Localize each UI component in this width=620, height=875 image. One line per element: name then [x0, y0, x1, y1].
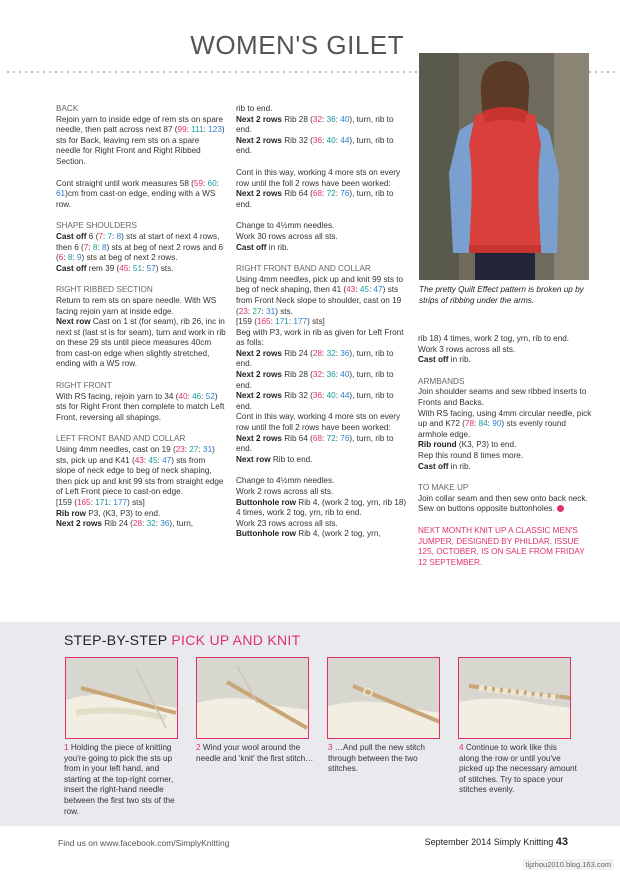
bold-term: Next 2 rows [236, 189, 282, 199]
step-3-photo [327, 657, 440, 739]
shape-shoulders-text-2: Cast off rem 39 (45: 51: 57) sts. [56, 263, 174, 273]
back-text-2: Cont straight until work measures 58 (59: 60: 61)cm from cast-on edge, ending with a WS row. [56, 178, 219, 209]
size-value: 31 [203, 445, 213, 455]
size-value: 46 [192, 391, 202, 401]
size-value: 43 [134, 455, 144, 465]
size-value: 23 [238, 306, 248, 316]
step-2-text [196, 743, 314, 764]
size-value: 36 [326, 370, 336, 380]
step-title-main: STEP-BY-STEP [64, 632, 168, 648]
size-value: 68 [312, 189, 323, 199]
size-value: 90 [492, 419, 502, 429]
size-value: 44 [340, 135, 350, 145]
size-value: 8 [116, 231, 122, 241]
step-by-step-title [64, 632, 300, 648]
size-value: 8 [102, 242, 107, 252]
step-1-body: Holding the piece of knitting you're going to pick the sts up from in your left hand, and starting at the top-right corner, insert the right-hand needle between the first two sts of the row. [64, 743, 175, 816]
size-value: 45 [119, 263, 129, 273]
size-value: 45 [148, 455, 158, 465]
size-value: 7 [98, 231, 103, 241]
collar-text-2: Cont in this way, working 4 more sts on every row until the foll 2 rows have been worked: Next 2 rows Rib 64 (68: 72: 76), turn, rib to end. [236, 167, 401, 209]
size-value: 171 [95, 498, 109, 507]
to-make-up-text [418, 494, 592, 515]
to-make-up-body: Join collar seam and then sew onto back neck. Sew on buttons opposite buttonholes. [418, 493, 588, 514]
bold-term: Cast off [418, 461, 449, 471]
size-value: 40 [326, 135, 336, 145]
right-ribbed-text: Return to rem sts on spare needle. With WS facing rejoin yarn at inside edge. Next row Cast on 1 st (for seam), rib 26, inc in next st (last st is for seam), turn and work in rib on these 29 sts until piece measures 40cm from cast-on edge when slightly stretched, ending with a WS row. [56, 295, 226, 369]
bold-term: Next 2 rows [236, 433, 282, 443]
right-front-heading: RIGHT FRONT [56, 381, 112, 391]
footer-issue-text: September 2014 Simply Knitting [424, 837, 554, 847]
size-value: 32 [312, 370, 323, 380]
step-3-text [328, 743, 446, 775]
step-3-body: …And pull the new stitch through between the two stitches. [328, 743, 425, 774]
end-bullet-icon [557, 505, 564, 512]
armbands-text: Join shoulder seams and sew ribbed inserts to Fronts and Backs. With RS facing, using 4mm circular needle, pick up and K72 (78: 84: 90) sts evenly round armhole edge. Rib round (K3, P3) to end. Rep this round 8 times more. Cast off in rib. [418, 387, 592, 471]
size-value: 84 [478, 419, 488, 429]
size-value: 44 [340, 391, 350, 401]
collar-text-3: Change to 4½mm needles. Work 30 rows across all sts. Cast off in rib. [236, 221, 338, 252]
finish-text: rib 18) 4 times, work 2 tog, yrn, rib to end. Work 3 rows across all sts. Cast off in rib. [418, 334, 570, 365]
bold-term: Next 2 rows [236, 135, 282, 145]
bold-term: Next row [56, 317, 91, 327]
size-value: 45 [359, 285, 369, 295]
column-3 [418, 334, 592, 568]
size-value: 36 [160, 519, 170, 529]
bold-term: Next 2 rows [236, 348, 282, 358]
right-ribbed-heading: RIGHT RIBBED SECTION [56, 285, 153, 295]
left-front-band-text: Using 4mm needles, cast on 19 (23: 27: 31) sts, pick up and K41 (43: 45: 47) sts from slope of neck edge to beg of neck shaping, then pick up and knit 99 sts from straight edge of Left Front piece to cast-on edge. [159 (165: 171: 177) sts] Rib row P3, (K3, P3) to end. Next 2 rows Rib 24 (28: 32: 36), turn, [56, 445, 224, 529]
step-2-body: Wind your wool around the needle and 'knit' the first stitch… [196, 743, 314, 763]
size-value: 8 [92, 242, 98, 252]
shape-shoulders-text: Cast off 6 (7: 7: 8) sts at start of next 4 rows, then 6 (7: 8: 8) sts at beg of next 2 rows and 6 (6: 8: 9) sts at beg of next 2 rows. [56, 231, 224, 263]
collar-text-1: rib to end. Next 2 rows Rib 28 (32: 36: 40), turn, rib to end. Next 2 rows Rib 32 (36: 40: 44), turn, rib to end. [236, 104, 394, 156]
gilet-illustration [419, 53, 589, 280]
size-value: 28 [312, 348, 323, 358]
bold-term: Cast off [236, 242, 267, 252]
size-value: 7 [83, 242, 89, 252]
size-value: 36 [312, 135, 323, 145]
size-value: 111 [191, 125, 204, 135]
right-front-band-text: Using 4mm needles, pick up and knit 99 sts to beg of neck shaping, then 41 (43: 45: 47) sts from Front Neck slope to shoulder, cast on 19 (23: 27: 31) sts. [159 (165: 171: 177) sts] Beg with P3, work in rib as given for Left Front as folls: Next 2 rows Rib 24 (28: 32: 36), turn, rib to end. Next 2 rows Rib 28 (32: 36: 40), turn, rib to end. Next 2 rows Rib 32 (36: 40: 44), turn, rib to end. Cont in this way, working 4 more sts on every row until the foll 2 rows have been worked: Next 2 rows Rib 64 (68: 72: 76), turn, rib to end. Next row Rib to end. [236, 274, 404, 464]
column-1 [56, 104, 226, 530]
size-value: 60 [207, 178, 217, 188]
bold-term: Next 2 rows [236, 370, 282, 380]
step-1-photo [65, 657, 178, 739]
size-value: 68 [312, 433, 323, 443]
step-title-accent: PICK UP AND KNIT [171, 632, 301, 648]
step-2-number: 2 [196, 743, 201, 752]
size-value: 6 [58, 253, 64, 263]
next-month-promo: NEXT MONTH KNIT UP A CLASSIC MEN'S JUMPER, DESIGNED BY PHILDAR. ISSUE 125, OCTOBER, IS ON SALE FROM FRIDAY 12 SEPTEMBER. [418, 525, 585, 567]
bold-term: Next 2 rows [56, 519, 102, 529]
size-value: 76 [340, 433, 350, 443]
size-value: 47 [162, 455, 172, 465]
size-value: 78 [464, 419, 474, 429]
left-front-band-heading: LEFT FRONT BAND AND COLLAR [56, 434, 186, 444]
step-2-photo [196, 657, 309, 739]
step-4-body: Continue to work like this along the row or until you've picked up the necessary amount of stitches. Try to space your stitches evenly. [459, 743, 577, 795]
size-value: 32 [146, 519, 156, 529]
size-value: 32 [326, 348, 336, 358]
column-2 [236, 104, 408, 540]
bold-term: Rib row [56, 508, 87, 518]
page-number: 43 [555, 836, 568, 848]
watermark: tijzhou2010.blog.163.com [523, 859, 614, 870]
bold-term: Next 2 rows [236, 114, 282, 124]
size-value: 52 [205, 391, 215, 401]
gilet-photo [419, 53, 589, 280]
size-value: 36 [326, 114, 336, 124]
size-value: 57 [146, 263, 156, 273]
size-value: 7 [107, 231, 113, 241]
size-value: 43 [346, 285, 356, 295]
bold-term: Next row [236, 454, 271, 464]
size-value: 72 [326, 433, 336, 443]
size-value: 177 [293, 317, 308, 327]
step-4-text [459, 743, 577, 796]
size-value: 40 [340, 114, 350, 124]
bold-term: Next 2 rows [236, 391, 282, 401]
size-value: 40 [178, 391, 188, 401]
size-value: 9 [76, 253, 82, 263]
size-value: 27 [189, 445, 199, 455]
shape-shoulders-heading: SHAPE SHOULDERS [56, 221, 137, 231]
size-value: 165 [76, 498, 91, 507]
size-value: 31 [266, 306, 276, 316]
size-value: 59 [193, 178, 203, 188]
bold-term: Cast off [418, 355, 449, 365]
bold-term: Cast off [56, 263, 87, 273]
size-value: 40 [340, 370, 350, 380]
right-front-band-heading: RIGHT FRONT BAND AND COLLAR [236, 264, 371, 274]
back-text-1: Rejoin yarn to inside edge of rem sts on spare needle, then patt across next 87 (99: 111: 123) sts for Back, leaving rem sts on a spare needle for Right Front and Right Ribbed Section. [56, 114, 225, 166]
bold-term: Rib round [418, 440, 457, 450]
size-value: 47 [373, 285, 383, 295]
step-4-photo [458, 657, 571, 739]
to-make-up-heading: TO MAKE UP [418, 483, 469, 493]
bold-term: Buttonhole row [236, 497, 297, 507]
step-1-number: 1 [64, 743, 69, 752]
size-value: 36 [340, 348, 350, 358]
size-value: 51 [132, 263, 143, 273]
photo-caption: The pretty Quilt Effect pattern is broken up by strips of ribbing under the arms. [419, 285, 584, 305]
size-value: 32 [312, 114, 323, 124]
right-front-text: With RS facing, rejoin yarn to 34 (40: 46: 52) sts for Right Front then complete to match Left Front, reversing all shapings. [56, 391, 225, 422]
size-value: 28 [132, 519, 143, 529]
step-3-number: 3 [328, 743, 333, 752]
size-value: 177 [113, 498, 128, 507]
size-value: 171 [275, 317, 289, 327]
size-value: 76 [340, 189, 350, 199]
back-heading: BACK [56, 104, 79, 113]
footer-issue [425, 836, 568, 848]
size-value: 36 [312, 391, 323, 401]
size-value: 123 [208, 125, 222, 135]
step-1-text [64, 743, 182, 817]
page-title: WOMEN'S GILET [190, 30, 404, 60]
buttonhole-text: Change to 4½mm needles. Work 2 rows across all sts. Buttonhole row Rib 4, (work 2 tog, yrn, rib 18) 4 times, work 2 tog, yrn, rib to end. Work 23 rows across all sts. Buttonhole row Rib 4, (work 2 tog, yrn, [236, 476, 407, 539]
footer-facebook-link[interactable]: Find us on www.facebook.com/SimplyKnitting [58, 838, 230, 848]
size-value: 40 [326, 391, 336, 401]
bold-term: Cast off [56, 231, 87, 241]
size-value: 99 [177, 125, 187, 135]
size-value: 165 [256, 317, 271, 327]
armbands-heading: ARMBANDS [418, 376, 465, 386]
size-value: 8 [67, 253, 73, 263]
bold-term: Buttonhole row [236, 529, 297, 539]
size-value: 72 [326, 189, 336, 199]
size-value: 23 [175, 445, 185, 455]
size-value: 27 [252, 306, 262, 316]
size-value: 61 [56, 189, 66, 199]
step-4-number: 4 [459, 743, 464, 752]
